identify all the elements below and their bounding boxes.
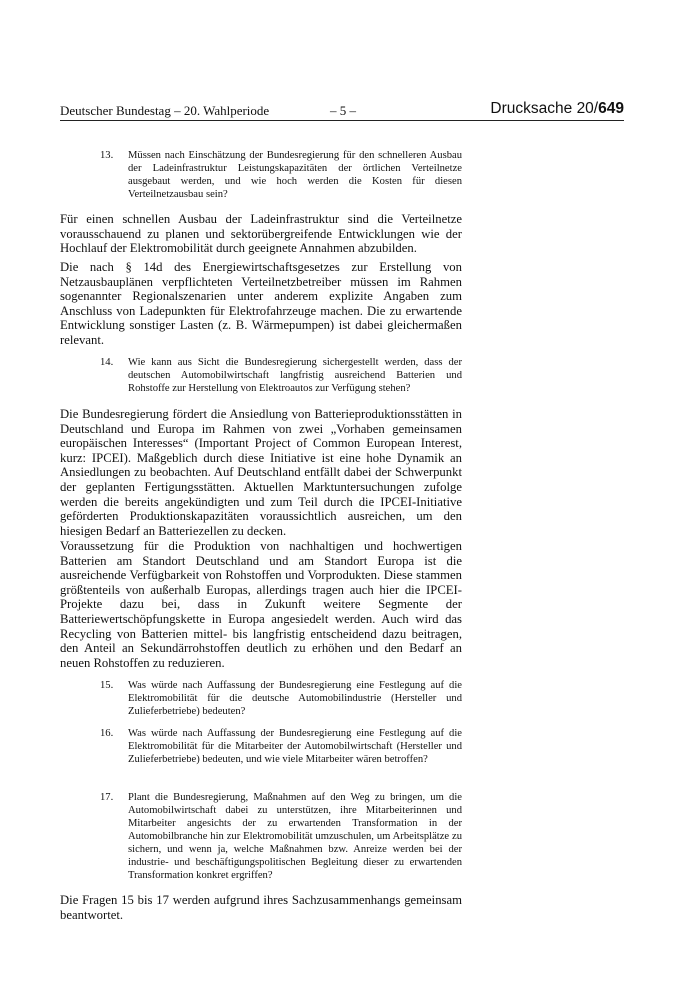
answer-paragraph: Voraussetzung für die Produktion von nachhaltigen und hochwertigen Batterien am Standort Deutschland und am Standort Europa ist die ausreichende Verfügbarkeit von Rohstoffen und Vorprodukten. Diese stammen größtenteils von außerhalb Europas, allerdings tragen auch hier die IPCEI-Projekte dazu bei, dass in Zukunft weitere Segmente der Batteriewertschöpfungskette in Europa angesiedelt werden. Auch wird das Recycling von Batterien mittel- bis langfristig entscheidend dazu beitragen, den Anteil an Sekundärrohstoffen deutlich zu erhöhen und den Bedarf an neuen Rohstoffen zu reduzieren. bbox=[60, 539, 462, 670]
header-page-number: – 5 – bbox=[330, 103, 356, 118]
answer-paragraph: Für einen schnellen Ausbau der Ladeinfrastruktur sind die Verteilnetze vorausschauend zu planen und sektorübergreifende Entwicklungen wie der Hochlauf der Elektromobilität durch geeignete Annahmen abzubilden. bbox=[60, 212, 462, 256]
header-parliament: Deutscher Bundestag – 20. Wahlperiode bbox=[60, 103, 270, 118]
question-text: Was würde nach Auffassung der Bundesregierung eine Festlegung auf die Elektromobilität für die Mitarbeiter der Automobilwirtschaft (Hersteller und Zulieferbetriebe) bedeuten, und wie viele Mitarbeiter wären betroffen? bbox=[128, 728, 462, 765]
question-text: Wie kann aus Sicht die Bundesregierung sichergestellt werden, dass der deutschen Automobilwirtschaft langfristig ausreichend Batterien und Rohstoffe zur Herstellung von Elektroautos zur Verfügung stehen? bbox=[128, 357, 462, 394]
question-number: 14. bbox=[100, 357, 114, 368]
page-header bbox=[60, 102, 624, 121]
question-text: Plant die Bundesregierung, Maßnahmen auf den Weg zu bringen, um die Automobilwirtschaft dabei zu unterstützen, ihre Mitarbeiterinnen und Mitarbeiter angesichts der zu erwartenden Transformation in der Automobilbranche hin zur Elektromobilität umzuschulen, um Arbeitsplätze zu sichern, und wenn ja, welche Maßnahmen bzw. Anreize werden bei der industrie- und beschäftigungspolitischen Begleitung dieser zu erwartenden Transformation konkret ergriffen? bbox=[128, 792, 462, 881]
question-number: 16. bbox=[100, 728, 114, 739]
answer-paragraph: Die Bundesregierung fördert die Ansiedlung von Batterieproduktionsstätten in Deutschland und Europa im Rahmen von zwei „Vorhaben gemeinsamen europäischen Interesses“ (Important Project of Common European Interest, kurz: IPCEI). Maßgeblich durch diese Initiative ist eine hohe Dynamik an Ansiedlungen zu beobachten. Auf Deutschland entfällt dabei der Schwerpunkt der geplanten Fertigungsstätten. Aktuellen Marktuntersuchungen zufolge werden die bereits angekündigten und zum Teil durch die IPCEI-Initiative geförderten Produktionskapazitäten voraussichtlich ausreichen, um den hiesigen Bedarf an Batteriezellen zu decken. bbox=[60, 407, 462, 538]
question-text: Müssen nach Einschätzung der Bundesregierung für den schnelleren Ausbau der Ladeinfrastruktur Leistungskapazitäten der örtlichen Verteilnetze ausgebaut werden, und wie hoch werden die Kosten für diesen Verteilnetzausbau sein? bbox=[128, 150, 462, 200]
question-number: 17. bbox=[100, 792, 114, 803]
question-13 bbox=[100, 149, 462, 201]
question-16 bbox=[100, 727, 462, 766]
answer-paragraph: Die Fragen 15 bis 17 werden aufgrund ihres Sachzusammenhangs gemeinsam beantwortet. bbox=[60, 893, 462, 922]
question-15 bbox=[100, 679, 462, 718]
question-number: 13. bbox=[100, 150, 114, 161]
question-17 bbox=[100, 791, 462, 882]
question-14 bbox=[100, 356, 462, 395]
question-number: 15. bbox=[100, 680, 114, 691]
answer-paragraph: Die nach § 14d des Energiewirtschaftsgesetzes zur Erstellung von Netzausbauplänen verpflichteten Verteilnetzbetreiber müssen im Rahmen sogenannter Regionalszenarien unter anderem explizite Angaben zum Anschluss von Ladepunkten für Elektrofahrzeuge machen. Die zu erwartende Entwicklung sonstiger Lasten (z. B. Wärmepumpen) ist dabei gleichermaßen relevant. bbox=[60, 260, 462, 347]
header-document-id bbox=[490, 100, 624, 118]
header-doc-number: 649 bbox=[598, 100, 624, 117]
header-doc-label: Drucksache 20/ bbox=[490, 100, 599, 117]
question-text: Was würde nach Auffassung der Bundesregierung eine Festlegung auf die Elektromobilität für die deutsche Automobilindustrie (Hersteller und Zulieferbetriebe) bedeuten? bbox=[128, 680, 462, 717]
